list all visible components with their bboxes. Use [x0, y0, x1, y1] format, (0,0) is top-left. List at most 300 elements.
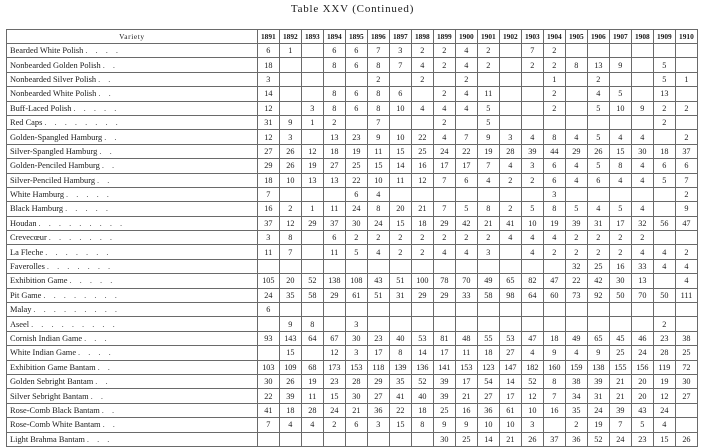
count-cell: 27 — [477, 389, 499, 403]
table-row — [7, 72, 698, 86]
year-header: 1903 — [521, 30, 543, 44]
count-cell: 41 — [499, 216, 521, 230]
count-cell: 28 — [301, 403, 323, 417]
count-cell: 35 — [565, 403, 587, 417]
count-cell: 26 — [279, 144, 301, 158]
count-cell: 28 — [345, 374, 367, 388]
count-cell: 39 — [565, 216, 587, 230]
count-cell: 33 — [631, 259, 653, 273]
count-cell — [257, 317, 279, 331]
count-cell — [653, 231, 675, 245]
count-cell — [653, 274, 675, 288]
count-cell: 20 — [631, 374, 653, 388]
count-cell: 13 — [653, 87, 675, 101]
count-cell: 2 — [521, 173, 543, 187]
count-cell: 4 — [521, 245, 543, 259]
count-cell: 37 — [675, 144, 697, 158]
count-cell: 7 — [455, 130, 477, 144]
count-cell: 5 — [609, 87, 631, 101]
count-cell: 19 — [587, 418, 609, 432]
count-cell: 27 — [323, 159, 345, 173]
count-cell: 37 — [257, 216, 279, 230]
count-cell: 15 — [389, 144, 411, 158]
count-cell: 54 — [477, 374, 499, 388]
variety-cell — [7, 259, 258, 273]
count-cell: 4 — [543, 231, 565, 245]
count-cell: 23 — [323, 374, 345, 388]
count-cell: 2 — [565, 245, 587, 259]
count-cell: 21 — [499, 432, 521, 446]
count-cell: 21 — [609, 374, 631, 388]
count-cell: 20 — [389, 202, 411, 216]
count-cell: 4 — [631, 159, 653, 173]
count-cell — [389, 187, 411, 201]
count-cell: 4 — [565, 346, 587, 360]
count-cell — [653, 202, 675, 216]
count-cell: 29 — [257, 159, 279, 173]
count-cell: 17 — [367, 346, 389, 360]
count-cell: 10 — [499, 418, 521, 432]
count-cell — [631, 44, 653, 58]
count-cell: 3 — [301, 101, 323, 115]
variety-name: Light Brahma Bantam — [10, 434, 85, 444]
count-cell — [411, 432, 433, 446]
count-cell: 30 — [345, 216, 367, 230]
count-cell — [345, 432, 367, 446]
count-cell: 3 — [279, 130, 301, 144]
count-cell: 4 — [631, 130, 653, 144]
count-cell: 4 — [367, 245, 389, 259]
count-cell: 4 — [631, 245, 653, 259]
count-cell — [367, 303, 389, 317]
count-cell: 9 — [477, 130, 499, 144]
count-cell: 47 — [543, 274, 565, 288]
count-cell — [389, 259, 411, 273]
count-cell: 4 — [477, 173, 499, 187]
table-row — [7, 231, 698, 245]
leader-dots: . . . . . — [73, 103, 120, 113]
count-cell: 7 — [675, 173, 697, 187]
leader-dots: . . . . . — [69, 276, 116, 286]
count-cell: 14 — [477, 432, 499, 446]
count-cell: 21 — [609, 389, 631, 403]
count-cell: 12 — [411, 173, 433, 187]
variety-name: Silver Sebright Bantam — [10, 391, 89, 401]
count-cell — [521, 303, 543, 317]
count-cell — [411, 87, 433, 101]
count-cell — [521, 72, 543, 86]
count-cell: 23 — [631, 432, 653, 446]
count-cell — [587, 187, 609, 201]
count-cell — [521, 187, 543, 201]
count-cell: 30 — [433, 432, 455, 446]
count-cell: 35 — [279, 288, 301, 302]
count-cell: 6 — [345, 187, 367, 201]
variety-cell — [7, 231, 258, 245]
count-cell: 18 — [477, 346, 499, 360]
count-cell: 2 — [543, 101, 565, 115]
variety-name: Silver-Penciled Hamburg — [10, 175, 96, 185]
count-cell — [389, 303, 411, 317]
table-row — [7, 58, 698, 72]
count-cell — [653, 303, 675, 317]
variety-cell — [7, 144, 258, 158]
count-cell: 5 — [653, 72, 675, 86]
count-cell: 4 — [455, 101, 477, 115]
count-cell — [323, 259, 345, 273]
year-header: 1900 — [455, 30, 477, 44]
count-cell — [675, 418, 697, 432]
count-cell: 22 — [455, 144, 477, 158]
year-header: 1893 — [301, 30, 323, 44]
count-cell: 53 — [411, 331, 433, 345]
count-cell: 25 — [587, 259, 609, 273]
variety-name: Nonbearded Silver Polish — [10, 74, 97, 84]
count-cell — [631, 72, 653, 86]
year-header: 1895 — [345, 30, 367, 44]
count-cell: 4 — [301, 418, 323, 432]
count-cell: 6 — [653, 159, 675, 173]
count-cell: 78 — [433, 274, 455, 288]
count-cell — [477, 317, 499, 331]
count-cell: 93 — [257, 331, 279, 345]
count-cell — [323, 303, 345, 317]
variety-cell — [7, 432, 258, 446]
count-cell: 7 — [257, 418, 279, 432]
count-cell: 12 — [257, 101, 279, 115]
count-cell: 4 — [631, 202, 653, 216]
count-cell: 3 — [367, 418, 389, 432]
count-cell: 7 — [609, 418, 631, 432]
count-cell — [631, 303, 653, 317]
count-cell: 13 — [301, 173, 323, 187]
leader-dots: . . . — [84, 334, 110, 343]
count-cell: 82 — [521, 274, 543, 288]
count-cell: 36 — [367, 403, 389, 417]
variety-name: Exhibition Game — [10, 276, 68, 286]
count-cell: 182 — [521, 360, 543, 374]
count-cell: 12 — [521, 389, 543, 403]
count-cell: 18 — [411, 216, 433, 230]
count-cell: 11 — [323, 202, 345, 216]
count-cell: 10 — [389, 101, 411, 115]
table-body — [7, 44, 698, 447]
count-cell — [587, 303, 609, 317]
count-cell — [455, 187, 477, 201]
count-cell: 25 — [345, 159, 367, 173]
count-cell: 24 — [609, 432, 631, 446]
count-cell: 52 — [301, 274, 323, 288]
count-cell: 21 — [455, 389, 477, 403]
leader-dots: . . — [102, 60, 118, 70]
year-header: 1899 — [433, 30, 455, 44]
leader-dots: . . — [98, 89, 114, 99]
count-cell — [521, 259, 543, 273]
leader-dots: . . . . . . . — [46, 262, 114, 272]
variety-cell — [7, 44, 258, 58]
count-cell — [433, 317, 455, 331]
count-cell — [367, 317, 389, 331]
variety-name: Rose-Comb White Bantam — [10, 420, 101, 430]
count-cell: 6 — [323, 231, 345, 245]
count-cell: 105 — [257, 274, 279, 288]
count-cell: 7 — [279, 245, 301, 259]
count-cell: 2 — [433, 115, 455, 129]
count-cell: 26 — [675, 432, 697, 446]
count-cell: 4 — [499, 231, 521, 245]
count-cell: 4 — [609, 173, 631, 187]
count-cell: 39 — [433, 374, 455, 388]
count-cell — [345, 259, 367, 273]
count-cell — [631, 58, 653, 72]
count-cell: 43 — [631, 403, 653, 417]
count-cell: 30 — [345, 331, 367, 345]
count-cell: 6 — [257, 44, 279, 58]
count-cell: 7 — [433, 202, 455, 216]
count-cell: 52 — [521, 374, 543, 388]
count-cell: 15 — [389, 418, 411, 432]
count-cell — [565, 72, 587, 86]
count-cell: 25 — [455, 432, 477, 446]
variety-cell — [7, 115, 258, 129]
count-cell: 11 — [323, 245, 345, 259]
count-cell: 19 — [301, 159, 323, 173]
count-cell — [521, 115, 543, 129]
count-cell: 14 — [389, 159, 411, 173]
leader-dots: . . . . . . . . . — [31, 319, 118, 329]
count-cell — [301, 432, 323, 446]
count-cell: 7 — [389, 58, 411, 72]
count-cell: 160 — [543, 360, 565, 374]
leader-dots: . . . — [86, 434, 113, 444]
count-cell: 15 — [323, 389, 345, 403]
year-header: 1908 — [631, 30, 653, 44]
count-cell: 5 — [653, 173, 675, 187]
variety-name: Golden-Penciled Hamburg — [10, 161, 100, 171]
count-cell: 2 — [543, 58, 565, 72]
count-cell — [301, 231, 323, 245]
count-cell: 40 — [411, 389, 433, 403]
table-row — [7, 432, 698, 446]
count-cell: 159 — [565, 360, 587, 374]
count-cell: 18 — [257, 58, 279, 72]
count-cell — [301, 245, 323, 259]
count-cell: 12 — [257, 130, 279, 144]
count-cell — [499, 259, 521, 273]
count-cell: 30 — [345, 389, 367, 403]
count-cell: 50 — [653, 288, 675, 302]
count-cell: 30 — [609, 274, 631, 288]
count-cell: 4 — [675, 274, 697, 288]
count-cell — [367, 259, 389, 273]
count-cell — [433, 72, 455, 86]
count-cell: 2 — [433, 87, 455, 101]
count-cell: 29 — [433, 216, 455, 230]
count-cell — [477, 259, 499, 273]
variety-name: La Fleche — [10, 247, 44, 257]
count-cell — [477, 303, 499, 317]
count-cell: 3 — [257, 72, 279, 86]
count-cell: 15 — [279, 346, 301, 360]
variety-name: Faverolles — [10, 262, 45, 272]
count-cell: 39 — [433, 389, 455, 403]
count-cell: 64 — [521, 288, 543, 302]
leader-dots: . . — [104, 132, 120, 142]
count-cell: 2 — [389, 231, 411, 245]
count-cell: 2 — [653, 115, 675, 129]
count-cell: 2 — [499, 173, 521, 187]
count-cell: 147 — [499, 360, 521, 374]
count-cell — [279, 432, 301, 446]
count-cell: 2 — [653, 317, 675, 331]
count-cell — [411, 187, 433, 201]
count-cell: 8 — [367, 87, 389, 101]
table-row — [7, 159, 698, 173]
leader-dots: . . . . . . . . . — [33, 305, 120, 315]
count-cell: 26 — [521, 432, 543, 446]
table-row — [7, 288, 698, 302]
count-cell: 18 — [323, 144, 345, 158]
count-cell — [257, 346, 279, 360]
count-cell — [565, 303, 587, 317]
count-cell: 24 — [323, 403, 345, 417]
year-header: 1892 — [279, 30, 301, 44]
leader-dots: . . . . . . . . — [44, 118, 121, 128]
count-cell — [521, 317, 543, 331]
count-cell — [279, 101, 301, 115]
count-cell: 5 — [521, 202, 543, 216]
count-cell: 24 — [257, 288, 279, 302]
count-cell: 6 — [389, 87, 411, 101]
table-row — [7, 303, 698, 317]
count-cell — [345, 303, 367, 317]
count-cell: 21 — [345, 403, 367, 417]
count-cell: 23 — [653, 331, 675, 345]
count-cell: 2 — [521, 58, 543, 72]
count-cell: 2 — [345, 231, 367, 245]
count-cell: 155 — [609, 360, 631, 374]
count-cell: 20 — [631, 389, 653, 403]
count-cell: 173 — [323, 360, 345, 374]
count-cell: 2 — [587, 231, 609, 245]
count-cell — [345, 115, 367, 129]
leader-dots: . . . . . . . — [48, 233, 115, 243]
count-cell — [411, 259, 433, 273]
count-cell: 10 — [367, 173, 389, 187]
year-header: 1909 — [653, 30, 675, 44]
count-cell: 16 — [609, 259, 631, 273]
table-row — [7, 187, 698, 201]
count-cell: 51 — [389, 274, 411, 288]
count-cell — [653, 44, 675, 58]
count-cell: 2 — [477, 58, 499, 72]
count-cell: 10 — [609, 101, 631, 115]
count-cell: 4 — [411, 58, 433, 72]
count-cell — [499, 303, 521, 317]
table-row — [7, 87, 698, 101]
count-cell: 7 — [477, 159, 499, 173]
count-cell: 49 — [565, 331, 587, 345]
variety-name: Crevecœur — [10, 233, 47, 243]
count-cell: 13 — [323, 130, 345, 144]
count-cell: 4 — [653, 259, 675, 273]
count-cell: 1 — [675, 72, 697, 86]
count-cell: 2 — [323, 418, 345, 432]
count-cell: 9 — [609, 58, 631, 72]
count-cell: 2 — [543, 44, 565, 58]
count-cell: 64 — [301, 331, 323, 345]
variety-name: Buff-Laced Polish — [10, 103, 72, 113]
count-cell: 141 — [433, 360, 455, 374]
count-cell: 9 — [433, 418, 455, 432]
count-cell — [433, 187, 455, 201]
count-cell: 7 — [433, 173, 455, 187]
count-cell — [499, 44, 521, 58]
count-cell — [323, 432, 345, 446]
count-cell: 2 — [477, 231, 499, 245]
count-cell — [499, 317, 521, 331]
count-cell — [565, 317, 587, 331]
count-cell — [389, 115, 411, 129]
count-cell: 30 — [257, 374, 279, 388]
count-cell: 2 — [565, 418, 587, 432]
table-row — [7, 101, 698, 115]
variety-cell — [7, 303, 258, 317]
count-cell — [675, 231, 697, 245]
count-cell: 1 — [301, 115, 323, 129]
count-cell — [301, 259, 323, 273]
count-cell — [301, 44, 323, 58]
count-cell: 3 — [257, 231, 279, 245]
count-cell: 38 — [675, 331, 697, 345]
variety-cell — [7, 159, 258, 173]
count-cell: 30 — [675, 374, 697, 388]
count-cell: 10 — [477, 418, 499, 432]
count-cell — [609, 44, 631, 58]
count-cell: 2 — [631, 231, 653, 245]
count-cell: 36 — [477, 403, 499, 417]
count-cell: 52 — [587, 432, 609, 446]
count-cell: 51 — [367, 288, 389, 302]
count-cell — [301, 87, 323, 101]
count-cell: 8 — [477, 202, 499, 216]
count-cell: 52 — [411, 374, 433, 388]
count-cell: 8 — [367, 58, 389, 72]
count-cell — [301, 187, 323, 201]
count-cell: 26 — [587, 144, 609, 158]
variety-cell — [7, 331, 258, 345]
table-row — [7, 259, 698, 273]
count-cell: 2 — [675, 187, 697, 201]
count-cell: 17 — [433, 159, 455, 173]
count-cell: 27 — [499, 346, 521, 360]
count-cell: 123 — [477, 360, 499, 374]
count-cell: 27 — [367, 389, 389, 403]
count-cell: 47 — [521, 331, 543, 345]
count-cell — [609, 317, 631, 331]
count-cell: 9 — [631, 101, 653, 115]
leader-dots: . . — [95, 377, 111, 387]
count-cell: 2 — [389, 245, 411, 259]
leader-dots: . . — [101, 161, 118, 171]
count-cell — [499, 245, 521, 259]
count-cell: 118 — [367, 360, 389, 374]
count-cell: 5 — [455, 202, 477, 216]
variety-cell — [7, 72, 258, 86]
count-cell: 12 — [279, 216, 301, 230]
count-cell — [411, 303, 433, 317]
count-cell — [565, 87, 587, 101]
